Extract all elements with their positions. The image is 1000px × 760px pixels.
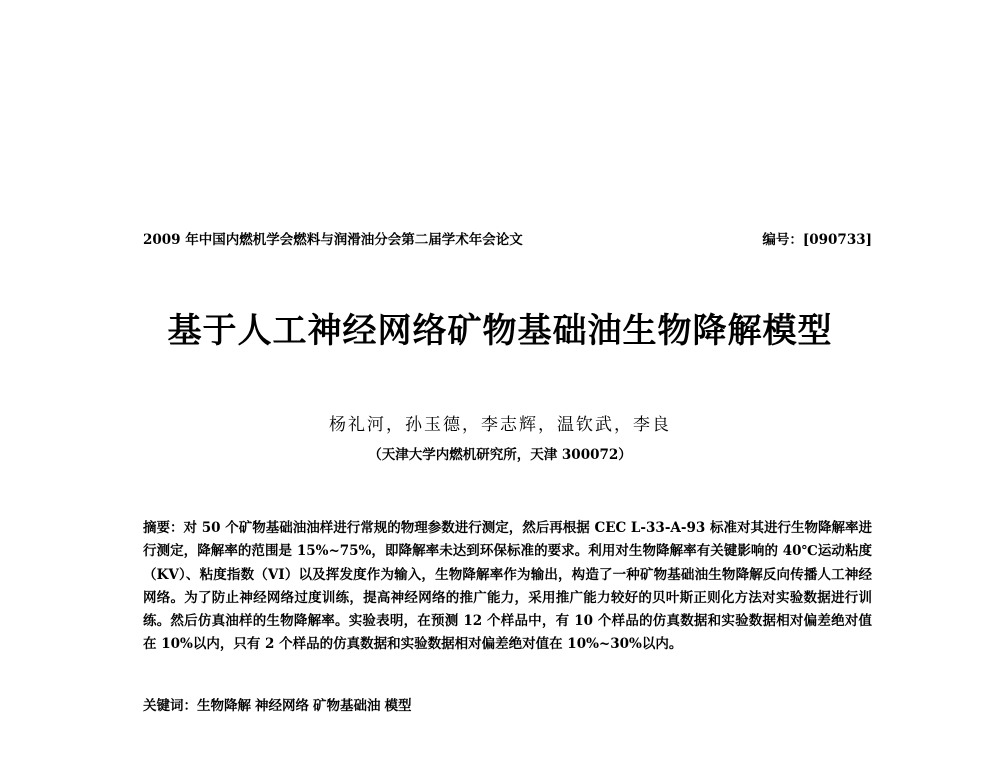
author-list: 杨礼河，孙玉德，李志辉，温钦武，李良	[329, 415, 671, 435]
paper-title: 基于人工神经网络矿物基础油生物降解模型	[167, 311, 833, 351]
abstract-text: 对 50 个矿物基础油油样进行常规的物理参数进行测定，然后再根据 CEC L-33-A-93 标准对其进行生物降解率进行测定，降解率的范围是 15%~75%，即降解率未达到环保标准的要求。利用对生物降解率有关键影响的 40℃运动粘度（KV）、粘度指数（VI）以及挥发度作为输入，生物降解率作为输出，构造了一种矿物基础油生物降解反向传播人工神经网络。为了防止神经网络过度训练，提高神经网络的推广能力，采用推广能力较好的贝叶斯正则化方法对实验数据进行训练。然后仿真油样的生物降解率。实验表明，在预测 12 个样品中，有 10 个样品的仿真数据和实验数据相对偏差绝对值在 10%以内，只有 2 个样品的仿真数据和实验数据相对偏差绝对值在 10%~30%以内。	[143, 520, 873, 653]
keywords-label: 关键词：	[143, 698, 197, 714]
keywords	[143, 694, 872, 714]
conference-name: 2009 年中国内燃机学会燃料与润滑油分会第二届学术年会论文	[143, 232, 523, 248]
abstract-label: 摘要：	[143, 520, 184, 536]
keyword-item: 生物降解	[197, 698, 251, 714]
abstract	[143, 517, 872, 657]
paper-header	[143, 228, 872, 250]
keyword-item: 矿物基础油	[313, 698, 381, 714]
keyword-item: 模型	[384, 698, 412, 714]
paper-number: 编号：[090733]	[762, 232, 872, 248]
keyword-item: 神经网络	[255, 698, 309, 714]
author-affiliation: （天津大学内燃机研究所，天津 300072）	[368, 447, 632, 463]
